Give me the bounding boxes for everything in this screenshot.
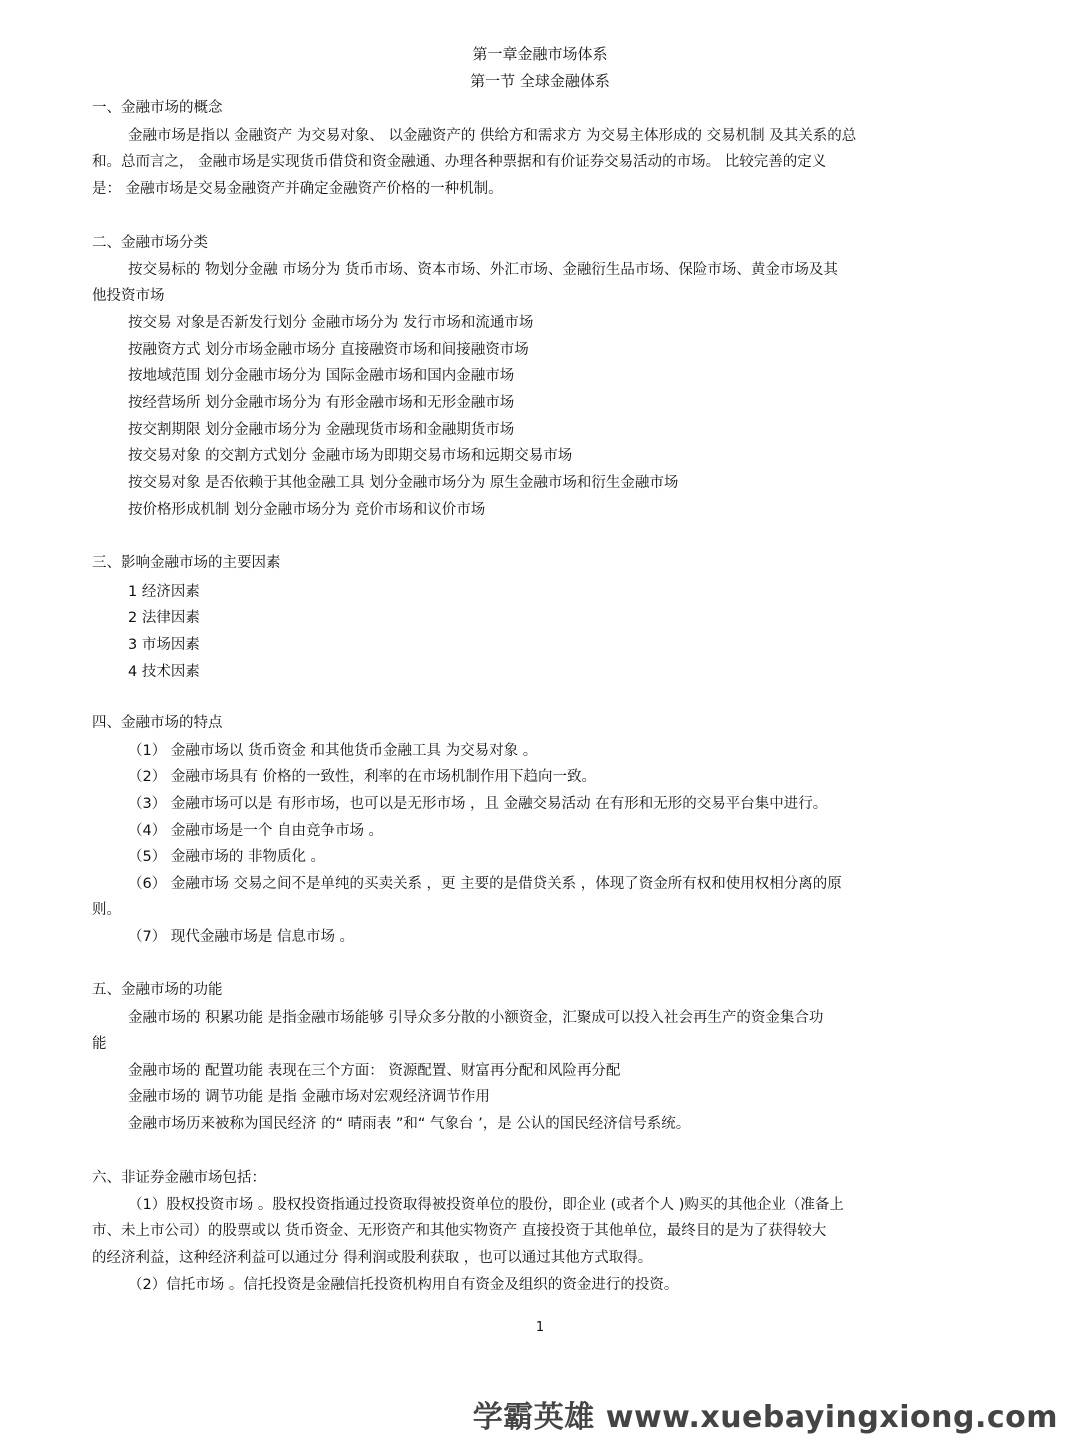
paragraph-line: 按交易标的 物划分金融 市场分为 货币市场、资本市场、外汇市场、金融衍生品市场、保险市场、黄金市场及其: [128, 262, 838, 278]
paragraph-line: 按交易对象 的交割方式划分 金融市场为即期交易市场和远期交易市场: [128, 448, 573, 464]
list-item: 3 市场因素: [128, 637, 200, 653]
section-heading: 三、影响金融市场的主要因素: [92, 555, 281, 571]
paragraph-line: 按交割期限 划分金融市场分为 金融现货市场和金融期货市场: [128, 422, 515, 438]
section-heading: 二、金融市场分类: [92, 235, 208, 251]
list-item: （6） 金融市场 交易之间不是单纯的买卖关系 ，更 主要的是借贷关系 ，体现了资金所有权和使用权相分离的原: [128, 876, 842, 892]
page-number: 1: [535, 1320, 545, 1335]
section-title: 第一节 全球金融体系: [470, 72, 610, 90]
list-item: （3） 金融市场可以是 有形市场，也可以是无形市场 ，且 金融交易活动 在有形和无形的交易平台集中进行。: [128, 796, 828, 812]
list-item: 1 经济因素: [128, 584, 200, 600]
paragraph-line: 能: [92, 1036, 107, 1052]
paragraph-line: 按融资方式 划分市场金融市场分 直接融资市场和间接融资市场: [128, 342, 529, 358]
paragraph-line: （2）信托市场 。信托投资是金融信托投资机构用自有资金及组织的资金进行的投资。: [128, 1277, 679, 1293]
section-heading: 六、非证券金融市场包括：: [92, 1170, 266, 1186]
list-item: 则。: [92, 902, 121, 918]
list-item: 2 法律因素: [128, 610, 200, 626]
paragraph-line: 金融市场的 积累功能 是指金融市场能够 引导众多分散的小额资金，汇聚成可以投入社会再生产的资金集合功: [128, 1010, 824, 1026]
paragraph-line: 按地域范围 划分金融市场分为 国际金融市场和国内金融市场: [128, 368, 515, 384]
paragraph-line: 和。总而言之， 金融市场是实现货币借贷和资金融通、办理各种票据和有价证券交易活动的市场。 比较完善的定义: [92, 154, 827, 170]
list-item: （4） 金融市场是一个 自由竞争市场 。: [128, 823, 384, 839]
chapter-title: 第一章金融市场体系: [472, 45, 608, 63]
watermark: 学霸英雄 www.xuebayingxiong.com: [472, 1400, 1058, 1435]
paragraph-line: 金融市场的 配置功能 表现在三个方面： 资源配置、财富再分配和风险再分配: [128, 1063, 621, 1079]
section-heading: 一、金融市场的概念: [92, 100, 223, 116]
paragraph-line: 是： 金融市场是交易金融资产并确定金融资产价格的一种机制。: [92, 181, 503, 197]
paragraph-line: 金融市场是指以 金融资产 为交易对象、 以金融资产的 供给方和需求方 为交易主体形成的 交易机制 及其关系的总: [128, 128, 857, 144]
paragraph-line: 按交易 对象是否新发行划分 金融市场分为 发行市场和流通市场: [128, 315, 534, 331]
list-item: 4 技术因素: [128, 664, 200, 680]
section-heading: 四、金融市场的特点: [92, 715, 223, 731]
list-item: （2） 金融市场具有 价格的一致性，利率的在市场机制作用下趋向一致。: [128, 769, 596, 785]
paragraph-line: （1）股权投资市场 。股权投资指通过投资取得被投资单位的股份，即企业 (或者个人 )购买的其他企业（准备上: [128, 1197, 844, 1213]
paragraph-line: 金融市场的 调节功能 是指 金融市场对宏观经济调节作用: [128, 1089, 490, 1105]
paragraph-line: 按价格形成机制 划分金融市场分为 竞价市场和议价市场: [128, 502, 486, 518]
paragraph-line: 他投资市场: [92, 288, 165, 304]
paragraph-line: 金融市场历来被称为国民经济 的“ 晴雨表 ”和“ 气象台 ’，是 公认的国民经济信号系统。: [128, 1116, 691, 1132]
paragraph-line: 市、未上市公司）的股票或以 货币资金、无形资产和其他实物资产 直接投资于其他单位，最终目的是为了获得较大: [92, 1223, 827, 1239]
list-item: （5） 金融市场的 非物质化 。: [128, 849, 326, 865]
list-item: （1） 金融市场以 货币资金 和其他货币金融工具 为交易对象 。: [128, 743, 538, 759]
paragraph-line: 按交易对象 是否依赖于其他金融工具 划分金融市场分为 原生金融市场和衍生金融市场: [128, 475, 679, 491]
section-heading: 五、金融市场的功能: [92, 982, 223, 998]
paragraph-line: 按经营场所 划分金融市场分为 有形金融市场和无形金融市场: [128, 395, 515, 411]
list-item: （7） 现代金融市场是 信息市场 。: [128, 929, 355, 945]
paragraph-line: 的经济利益，这种经济利益可以通过分 得利润或股利获取 ，也可以通过其他方式取得。: [92, 1250, 653, 1266]
